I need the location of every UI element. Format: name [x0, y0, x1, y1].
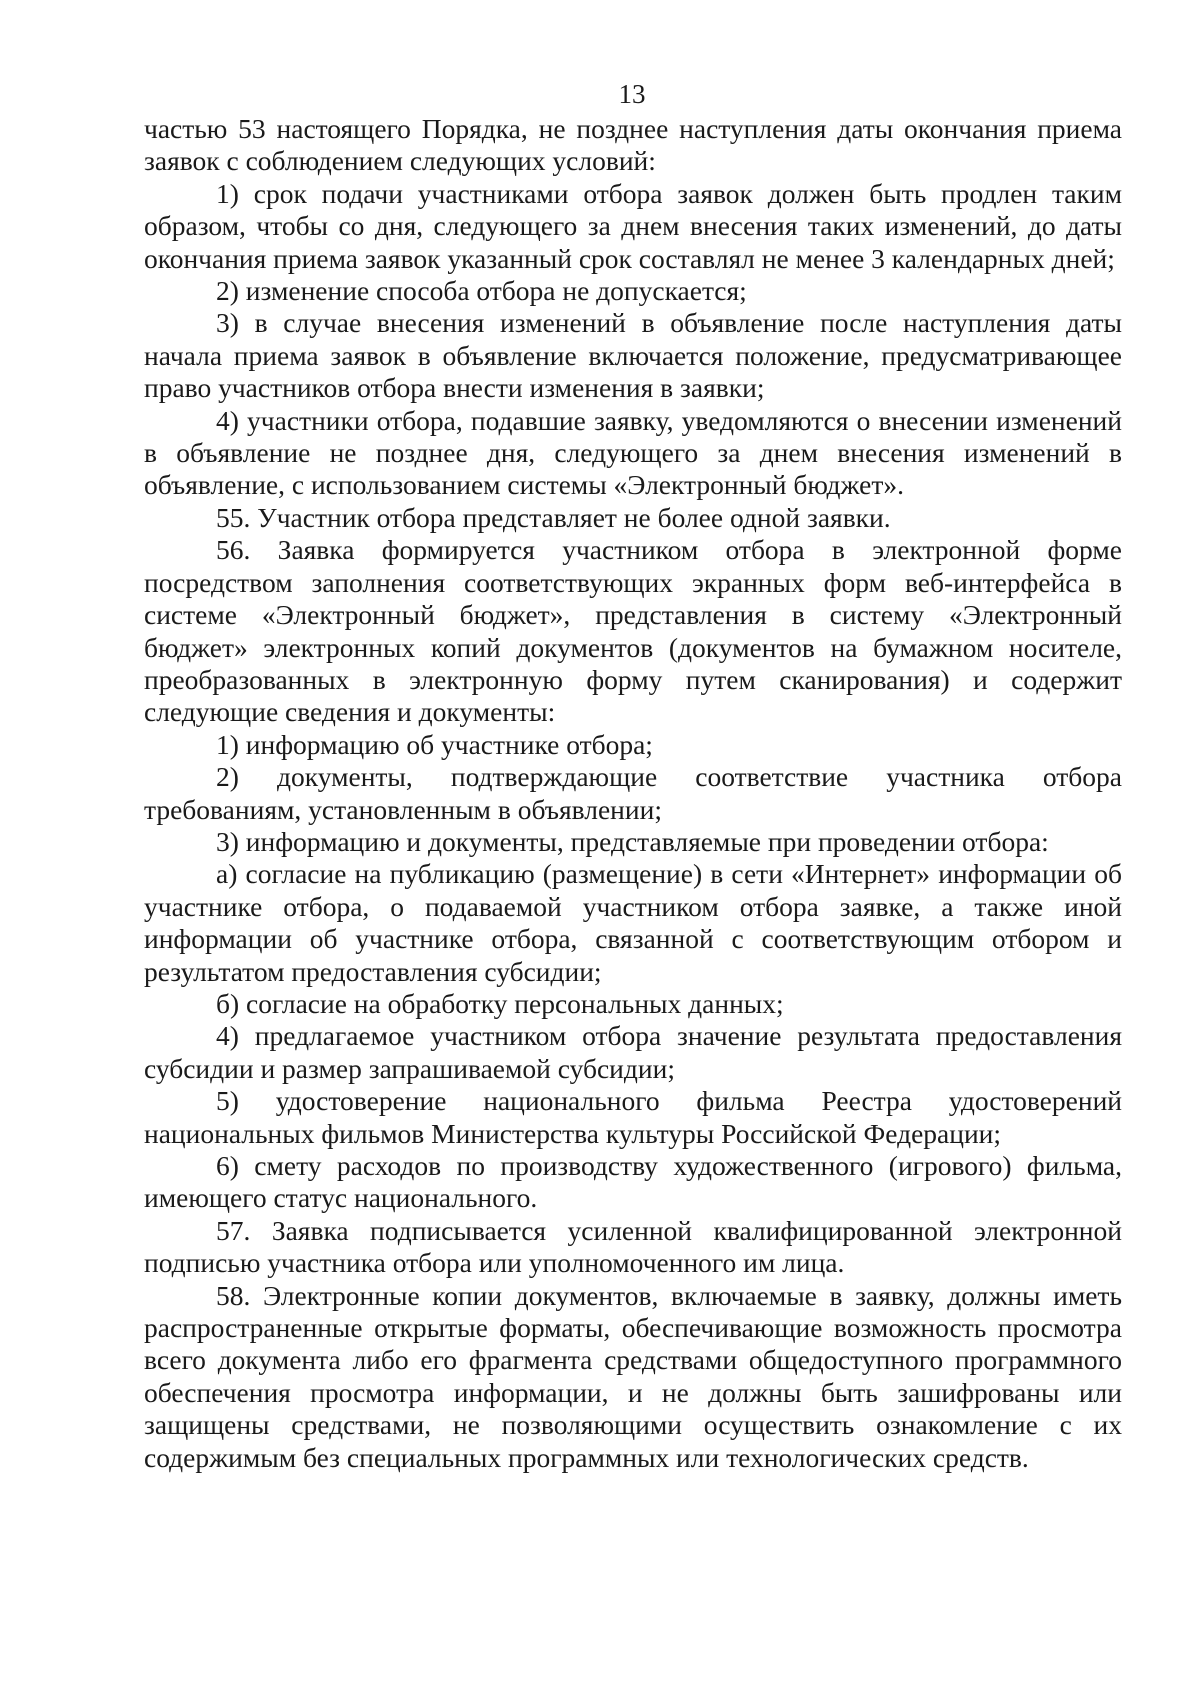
paragraph-56-item-3b: б) согласие на обработку персональных данных;	[216, 987, 784, 1019]
paragraph-56-item-3a: а) согласие на публикацию (размещение) в сети «Интернет» информации об участнике отбора, о подаваемой участником отбора заявке, а также иной информации об участнике отбора, связанной с соответствующим отбором и результатом предоставления субсидии;	[144, 858, 1122, 987]
paragraph-55: 55. Участник отбора представляет не более одной заявки.	[216, 501, 891, 533]
paragraph-item-2: 2) изменение способа отбора не допускается;	[216, 275, 747, 307]
paragraph-56-item-2: 2) документы, подтверждающие соответствие участника отбора требованиям, установленным в объявлении;	[144, 761, 1122, 825]
paragraph-56-item-6: 6) смету расходов по производству художественного (игрового) фильма, имеющего статус национального.	[144, 1150, 1122, 1214]
paragraph-item-3: 3) в случае внесения изменений в объявление после наступления даты начала приема заявок в объявление включается положение, предусматривающее право участников отбора внести изменения в заявки;	[144, 307, 1122, 404]
paragraph-item-4: 4) участники отбора, подавшие заявку, уведомляются о внесении изменений в объявление не позднее дня, следующего за днем внесения изменений в объявление, с использованием системы «Электронный бюджет».	[144, 404, 1122, 501]
page-number: 13	[618, 79, 646, 109]
paragraph-56-item-4: 4) предлагаемое участником отбора значение результата предоставления субсидии и размер запрашиваемой субсидии;	[144, 1020, 1122, 1084]
paragraph-continuation: частью 53 настоящего Порядка, не позднее наступления даты окончания приема заявок с соблюдением следующих условий:	[144, 113, 1122, 177]
paragraph-57: 57. Заявка подписывается усиленной квалифицированной электронной подписью участника отбора или уполномоченного им лица.	[144, 1214, 1122, 1279]
document-body	[144, 113, 1122, 1474]
paragraph-58: 58. Электронные копии документов, включаемые в заявку, должны иметь распространенные открытые форматы, обеспечивающие возможность просмотра всего документа либо его фрагмента средствами общедоступного программного обеспечения просмотра информации, и не должны быть зашифрованы или защищены средствами, не позволяющими осуществить ознакомление с их содержимым без специальных программных или технологических средств.	[144, 1279, 1122, 1473]
paragraph-56-item-3: 3) информацию и документы, представляемые при проведении отбора:	[216, 825, 1049, 857]
paragraph-item-1: 1) срок подачи участниками отбора заявок должен быть продлен таким образом, чтобы со дня, следующего за днем внесения таких изменений, до даты окончания приема заявок указанный срок составлял не менее 3 календарных дней;	[144, 177, 1122, 274]
paragraph-56-item-1: 1) информацию об участнике отбора;	[216, 728, 653, 760]
paragraph-56-item-5: 5) удостоверение национального фильма Реестра удостоверений национальных фильмов Министерства культуры Российской Федерации;	[144, 1085, 1122, 1149]
paragraph-56: 56. Заявка формируется участником отбора в электронной форме посредством заполнения соответствующих экранных форм веб-интерфейса в системе «Электронный бюджет», представления в систему «Электронный бюджет» электронных копий документов (документов на бумажном носителе, преобразованных в электронную форму путем сканирования) и содержит следующие сведения и документы:	[144, 534, 1122, 728]
